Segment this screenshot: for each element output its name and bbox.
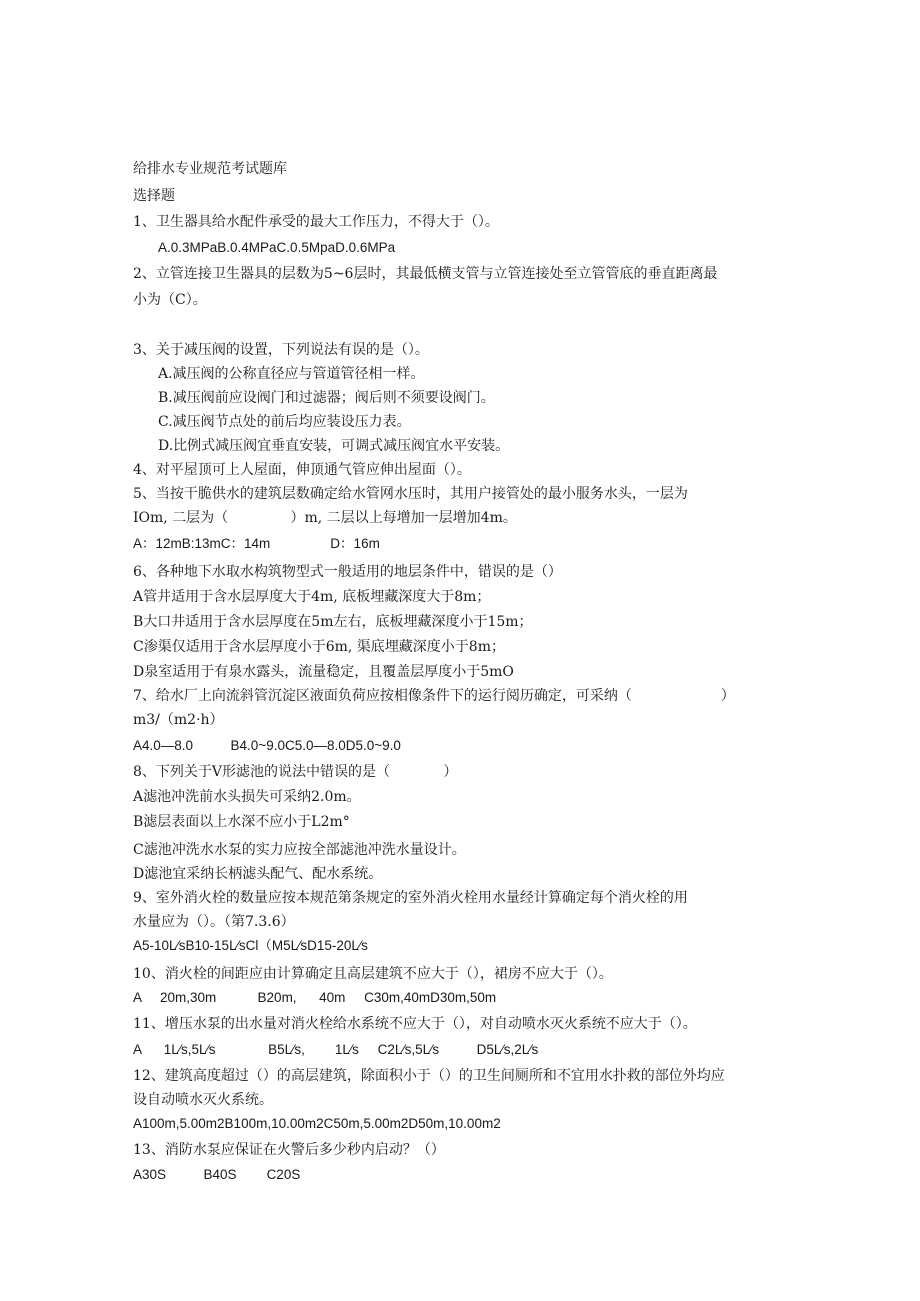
options-9: A5-10L⁄sB10-15L⁄sCl（M5L⁄sD15-20L⁄s <box>133 938 368 953</box>
question-13: 13、消防水泵应保证在火警后多少秒内启动？（） <box>133 1142 445 1158</box>
question-9-line-2: 水量应为（）。（第7.3.6） <box>133 914 295 930</box>
option-6a: A管井适用于含水层厚度大于4m, 底板埋藏深度大于8m； <box>133 589 491 605</box>
options-13: A30S B40S C20S <box>133 1167 301 1182</box>
question-10: 10、消火栓的间距应由计算确定且高层建筑不应大于（），裙房不应大于（）。 <box>133 966 613 982</box>
option-8c: C滤池冲洗水水泵的实力应按全部滤池冲洗水量设计。 <box>133 842 466 858</box>
option-6d: D泉室适用于有泉水露头，流量稳定，且覆盖层厚度小于5mO <box>133 664 514 680</box>
question-3: 3、关于减压阀的设置，下列说法有误的是（）。 <box>133 342 429 358</box>
question-8: 8、下列关于V形滤池的说法中错误的是（ ） <box>133 764 458 780</box>
option-8b: B滤层表面以上水深不应小于L2m° <box>133 814 350 830</box>
option-6b: B大口井适用于含水层厚度在5m左右，底板埋藏深度小于15m； <box>133 614 533 630</box>
question-12-line-1: 12、建筑高度超过（）的高层建筑，除面积小于（）的卫生间厕所和不宜用水扑救的部位外均应 <box>133 1068 725 1084</box>
options-7: A4.0—8.0 B4.0~9.0C5.0—8.0D5.0~9.0 <box>133 738 401 753</box>
options-12: A100m,5.00m2B100m,10.00m2C50m,5.00m2D50m,10.00m2 <box>133 1116 501 1131</box>
question-5-line-2: IOm, 二层为（ ）m, 二层以上每增加一层增加4m。 <box>133 510 517 526</box>
options-5: A：12mB:13mC：14m D：16m <box>133 536 380 551</box>
question-9-line-1: 9、室外消火栓的数量应按本规范第条规定的室外消火栓用水量经计算确定每个消火栓的用 <box>133 890 688 906</box>
question-4: 4、对平屋顶可上人屋面，伸顶通气管应伸出屋面（）。 <box>133 462 471 478</box>
option-3a: A.减压阀的公称直径应与管道管径相一样。 <box>158 366 425 382</box>
option-8a: A滤池冲洗前水头损失可采纳2.0m。 <box>133 789 361 805</box>
question-6: 6、各种地下水取水构筑物型式一般适用的地层条件中，错误的是（） <box>133 564 562 580</box>
question-7-line-2: m3/（m2·h） <box>133 712 224 728</box>
question-2-line-2: 小为（C）。 <box>133 292 207 308</box>
options-10: A 20m,30m B20m, 40m C30m,40mD30m,50m <box>133 990 497 1005</box>
options-1: A.0.3MPaB.0.4MPaC.0.5MpaD.0.6MPa <box>158 240 396 255</box>
question-5-line-1: 5、当按干脆供水的建筑层数确定给水管网水压时，其用户接管处的最小服务水头，一层为 <box>133 486 688 502</box>
section-heading: 选择题 <box>133 188 175 204</box>
option-3d: D.比例式减压阀宜垂直安装，可调式减压阀宜水平安装。 <box>158 438 510 454</box>
option-3b: B.减压阀前应设阀门和过滤器；阀后则不须要设阀门。 <box>158 390 495 406</box>
options-11: A 1L⁄s,5L⁄s B5L⁄s, 1L⁄s C2L⁄s,5L⁄s D5L⁄s,2L⁄s <box>133 1042 539 1057</box>
question-12-line-2: 设自动喷水灭火系统。 <box>133 1092 273 1108</box>
option-8d: D滤池宜采纳长柄滤头配气、配水系统。 <box>133 866 383 882</box>
option-6c: C渗渠仅适用于含水层厚度小于6m, 渠底埋藏深度小于8m； <box>133 639 505 655</box>
document-title: 给排水专业规范考试题库 <box>133 161 287 177</box>
option-3c: C.减压阀节点处的前后均应装设压力表。 <box>158 414 411 430</box>
question-11: 11、增压水泵的出水量对消火栓给水系统不应大于（），对自动喷水灭火系统不应大于（）。 <box>133 1016 697 1032</box>
question-7-line-1: 7、给水厂上向流斜管沉淀区液面负荷应按相像条件下的运行阅历确定，可采纳（ ） <box>133 688 735 704</box>
question-2-line-1: 2、立管连接卫生器具的层数为5~6层时，其最低横支管与立管连接处至立管管底的垂直距离最 <box>133 266 718 282</box>
question-1: 1、卫生器具给水配件承受的最大工作压力，不得大于（）。 <box>133 214 499 230</box>
